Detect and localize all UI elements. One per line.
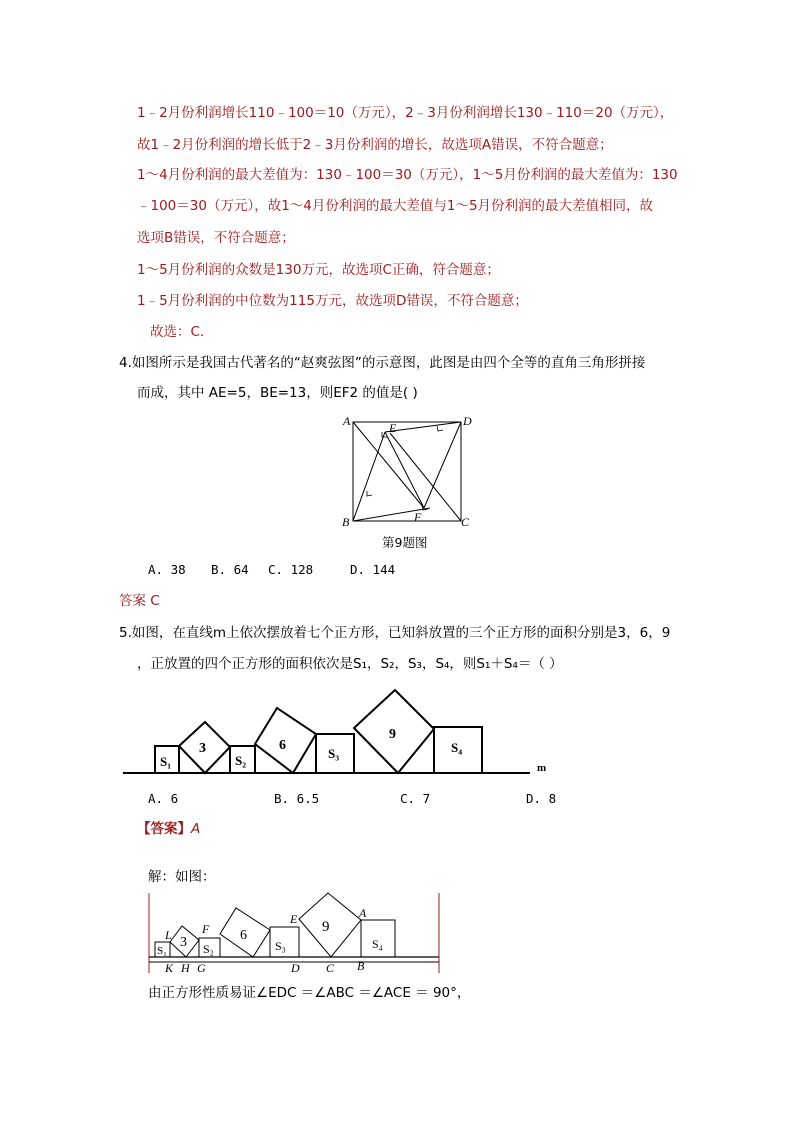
solution-line-2: 故1﹣2月份利润的增长低于2﹣3月份利润的增长，故选项A错误，不符合题意； <box>137 137 613 153</box>
label-9-2: 9 <box>322 919 330 935</box>
solution-line-8: 故选：C. <box>150 324 205 340</box>
label-b2: B <box>357 959 365 973</box>
label-a2: A <box>359 906 367 920</box>
q5-solution-intro: 解：如图： <box>148 869 216 885</box>
label-e: E <box>389 421 397 435</box>
solution-line-4: ﹣100＝30（万元），故1～4月份利润的最大差值与1～5月份利润的最大差值相同，故 <box>137 198 654 214</box>
q4-option-b: B. 64 <box>211 562 249 577</box>
label-c2: C <box>326 961 335 975</box>
q5-stem-line-2: ，正放置的四个正方形的面积依次是S₁，S₂，S₃，S₄，则S₁＋S₄＝（ ） <box>137 656 563 672</box>
label-s4: S₄ <box>451 740 463 755</box>
label-b: B <box>342 515 350 529</box>
q4-answer: 答案 C <box>119 593 160 609</box>
label-6: 6 <box>279 738 286 753</box>
answer-value: A <box>191 821 201 837</box>
label-s1-2: S₁ <box>157 945 167 957</box>
solution-line-6: 1～5月份利润的众数是130万元，故选项C正确，符合题意； <box>137 262 500 278</box>
q4-option-a: A. 38 <box>148 562 186 577</box>
label-h: H <box>181 961 190 975</box>
label-k: K <box>165 961 174 975</box>
squares-on-line-figure <box>118 686 558 778</box>
q4-stem-line-2: 而成，其中 AE=5，BE=13，则EF2 的值是( ) <box>137 385 418 401</box>
label-e2: E <box>290 912 298 926</box>
label-l: L <box>165 928 172 942</box>
q4-option-d: D. 144 <box>350 562 396 577</box>
q5-proof-line: 由正方形性质易证∠EDC ＝∠ABC ＝∠ACE ＝ 90°， <box>148 985 471 1001</box>
zhao-shuang-figure <box>336 408 486 533</box>
solution-line-3: 1～4月份利润的最大差值为：130﹣100＝30（万元），1～5月份利润的最大差值为：130 <box>137 167 678 183</box>
solution-line-1: 1﹣2月份利润增长110﹣100＝10（万元），2﹣3月份利润增长130﹣110＝20（万元）， <box>137 105 674 121</box>
figure-caption: 第9题图 <box>382 535 428 550</box>
solution-squares-figure <box>146 890 446 976</box>
solution-line-7: 1﹣5月份利润的中位数为115万元，故选项D错误，不符合题意； <box>137 293 528 309</box>
answer-label: 【答案】 <box>137 821 191 837</box>
q5-option-d: D. 8 <box>526 791 557 806</box>
q5-option-b: B. 6.5 <box>274 791 320 806</box>
label-6-2: 6 <box>240 928 247 943</box>
q4-option-c: C. 128 <box>268 562 314 577</box>
label-s3: S₃ <box>328 746 340 761</box>
label-d2: D <box>291 961 300 975</box>
label-s3-2: S₃ <box>275 939 286 953</box>
q5-answer <box>137 820 200 838</box>
label-3: 3 <box>199 741 206 756</box>
label-c: C <box>461 515 470 529</box>
label-s1: S₁ <box>160 754 172 769</box>
label-m: m <box>537 762 547 774</box>
label-9: 9 <box>389 727 396 742</box>
label-d: D <box>463 414 472 428</box>
label-f: F <box>414 510 422 524</box>
label-g: G <box>197 961 206 975</box>
q5-stem-line-1: 5.如图，在直线m上依次摆放着七个正方形，已知斜放置的三个正方形的面积分别是3，6，9 <box>119 625 671 641</box>
label-f2: F <box>202 922 210 936</box>
q5-option-a: A. 6 <box>148 791 179 806</box>
label-s4-2: S₄ <box>372 937 383 951</box>
solution-line-5: 选项B错误，不符合题意； <box>137 230 295 246</box>
label-a: A <box>343 414 351 428</box>
q5-option-c: C. 7 <box>400 791 431 806</box>
label-s2: S₂ <box>235 753 247 768</box>
label-3-2: 3 <box>180 935 187 950</box>
q4-stem-line-1: 4.如图所示是我国古代著名的“赵爽弦图”的示意图，此图是由四个全等的直角三角形拼接 <box>119 355 646 371</box>
label-s2-2: S₂ <box>203 942 214 956</box>
